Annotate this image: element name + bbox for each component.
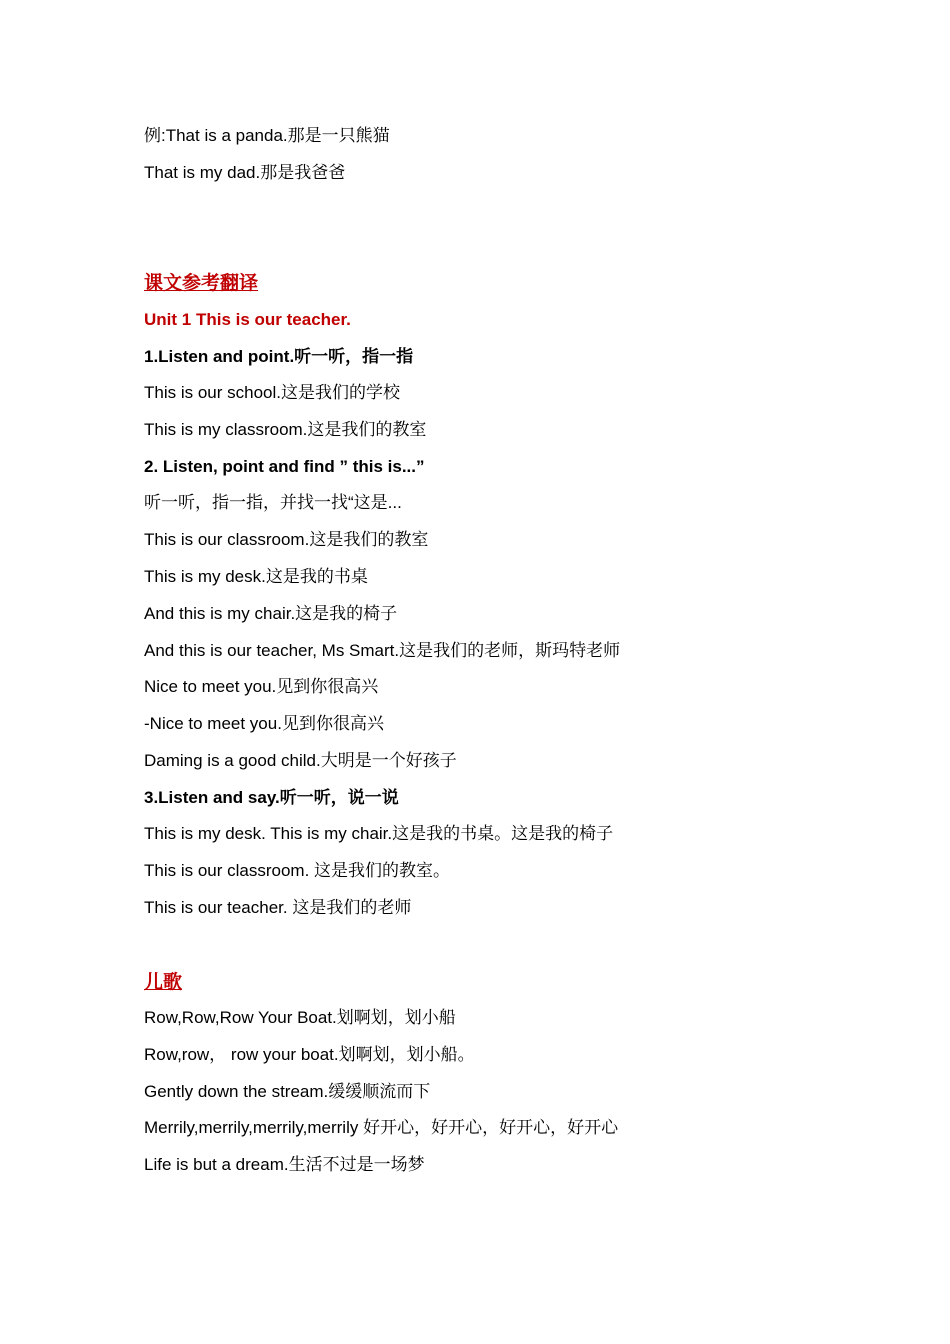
text-line: Daming is a good child.大明是一个好孩子 [144, 751, 457, 770]
song-line: Row,Row,Row Your Boat.划啊划，划小船 [144, 1008, 456, 1027]
section-title-1: 1.Listen and point.听一听，指一指 [144, 347, 414, 366]
text-line: And this is my chair.这是我的椅子 [144, 604, 398, 623]
song-heading: 儿歌 [144, 972, 183, 993]
text-line: This is our teacher. 这是我们的老师 [144, 898, 412, 917]
song-line: Gently down the stream.缓缓顺流而下 [144, 1082, 431, 1101]
unit-title: Unit 1 This is our teacher. [144, 310, 351, 329]
text-line: This is my desk.这是我的书桌 [144, 567, 368, 586]
section-title-3: 3.Listen and say.听一听，说一说 [144, 788, 399, 807]
text-line: This is my classroom.这是我们的教室 [144, 420, 427, 439]
text-line: Nice to meet you.见到你很高兴 [144, 677, 379, 696]
example-line: 例:That is a panda.那是一只熊猫 [144, 126, 390, 145]
example-line: That is my dad.那是我爸爸 [144, 163, 346, 182]
text-line: And this is our teacher, Ms Smart.这是我们的老师，斯玛特老师 [144, 641, 621, 660]
song-line: Row,row， row your boat.划啊划，划小船。 [144, 1045, 475, 1064]
song-line: Life is but a dream.生活不过是一场梦 [144, 1155, 425, 1174]
text-line: This is our classroom. 这是我们的教室。 [144, 861, 451, 880]
translation-heading: 课文参考翻译 [144, 273, 259, 294]
text-line: This is our classroom.这是我们的教室 [144, 530, 429, 549]
text-line: -Nice to meet you.见到你很高兴 [144, 714, 384, 733]
text-line: This is our school.这是我们的学校 [144, 383, 400, 402]
section-title-2: 2. Listen, point and find ” this is...” [144, 457, 425, 476]
text-line: This is my desk. This is my chair.这是我的书桌。这是我的椅子 [144, 824, 614, 843]
song-line: Merrily,merrily,merrily,merrily 好开心，好开心，好开心，好开心 [144, 1118, 619, 1137]
text-line: 听一听，指一指，并找一找“这是... [144, 493, 402, 512]
